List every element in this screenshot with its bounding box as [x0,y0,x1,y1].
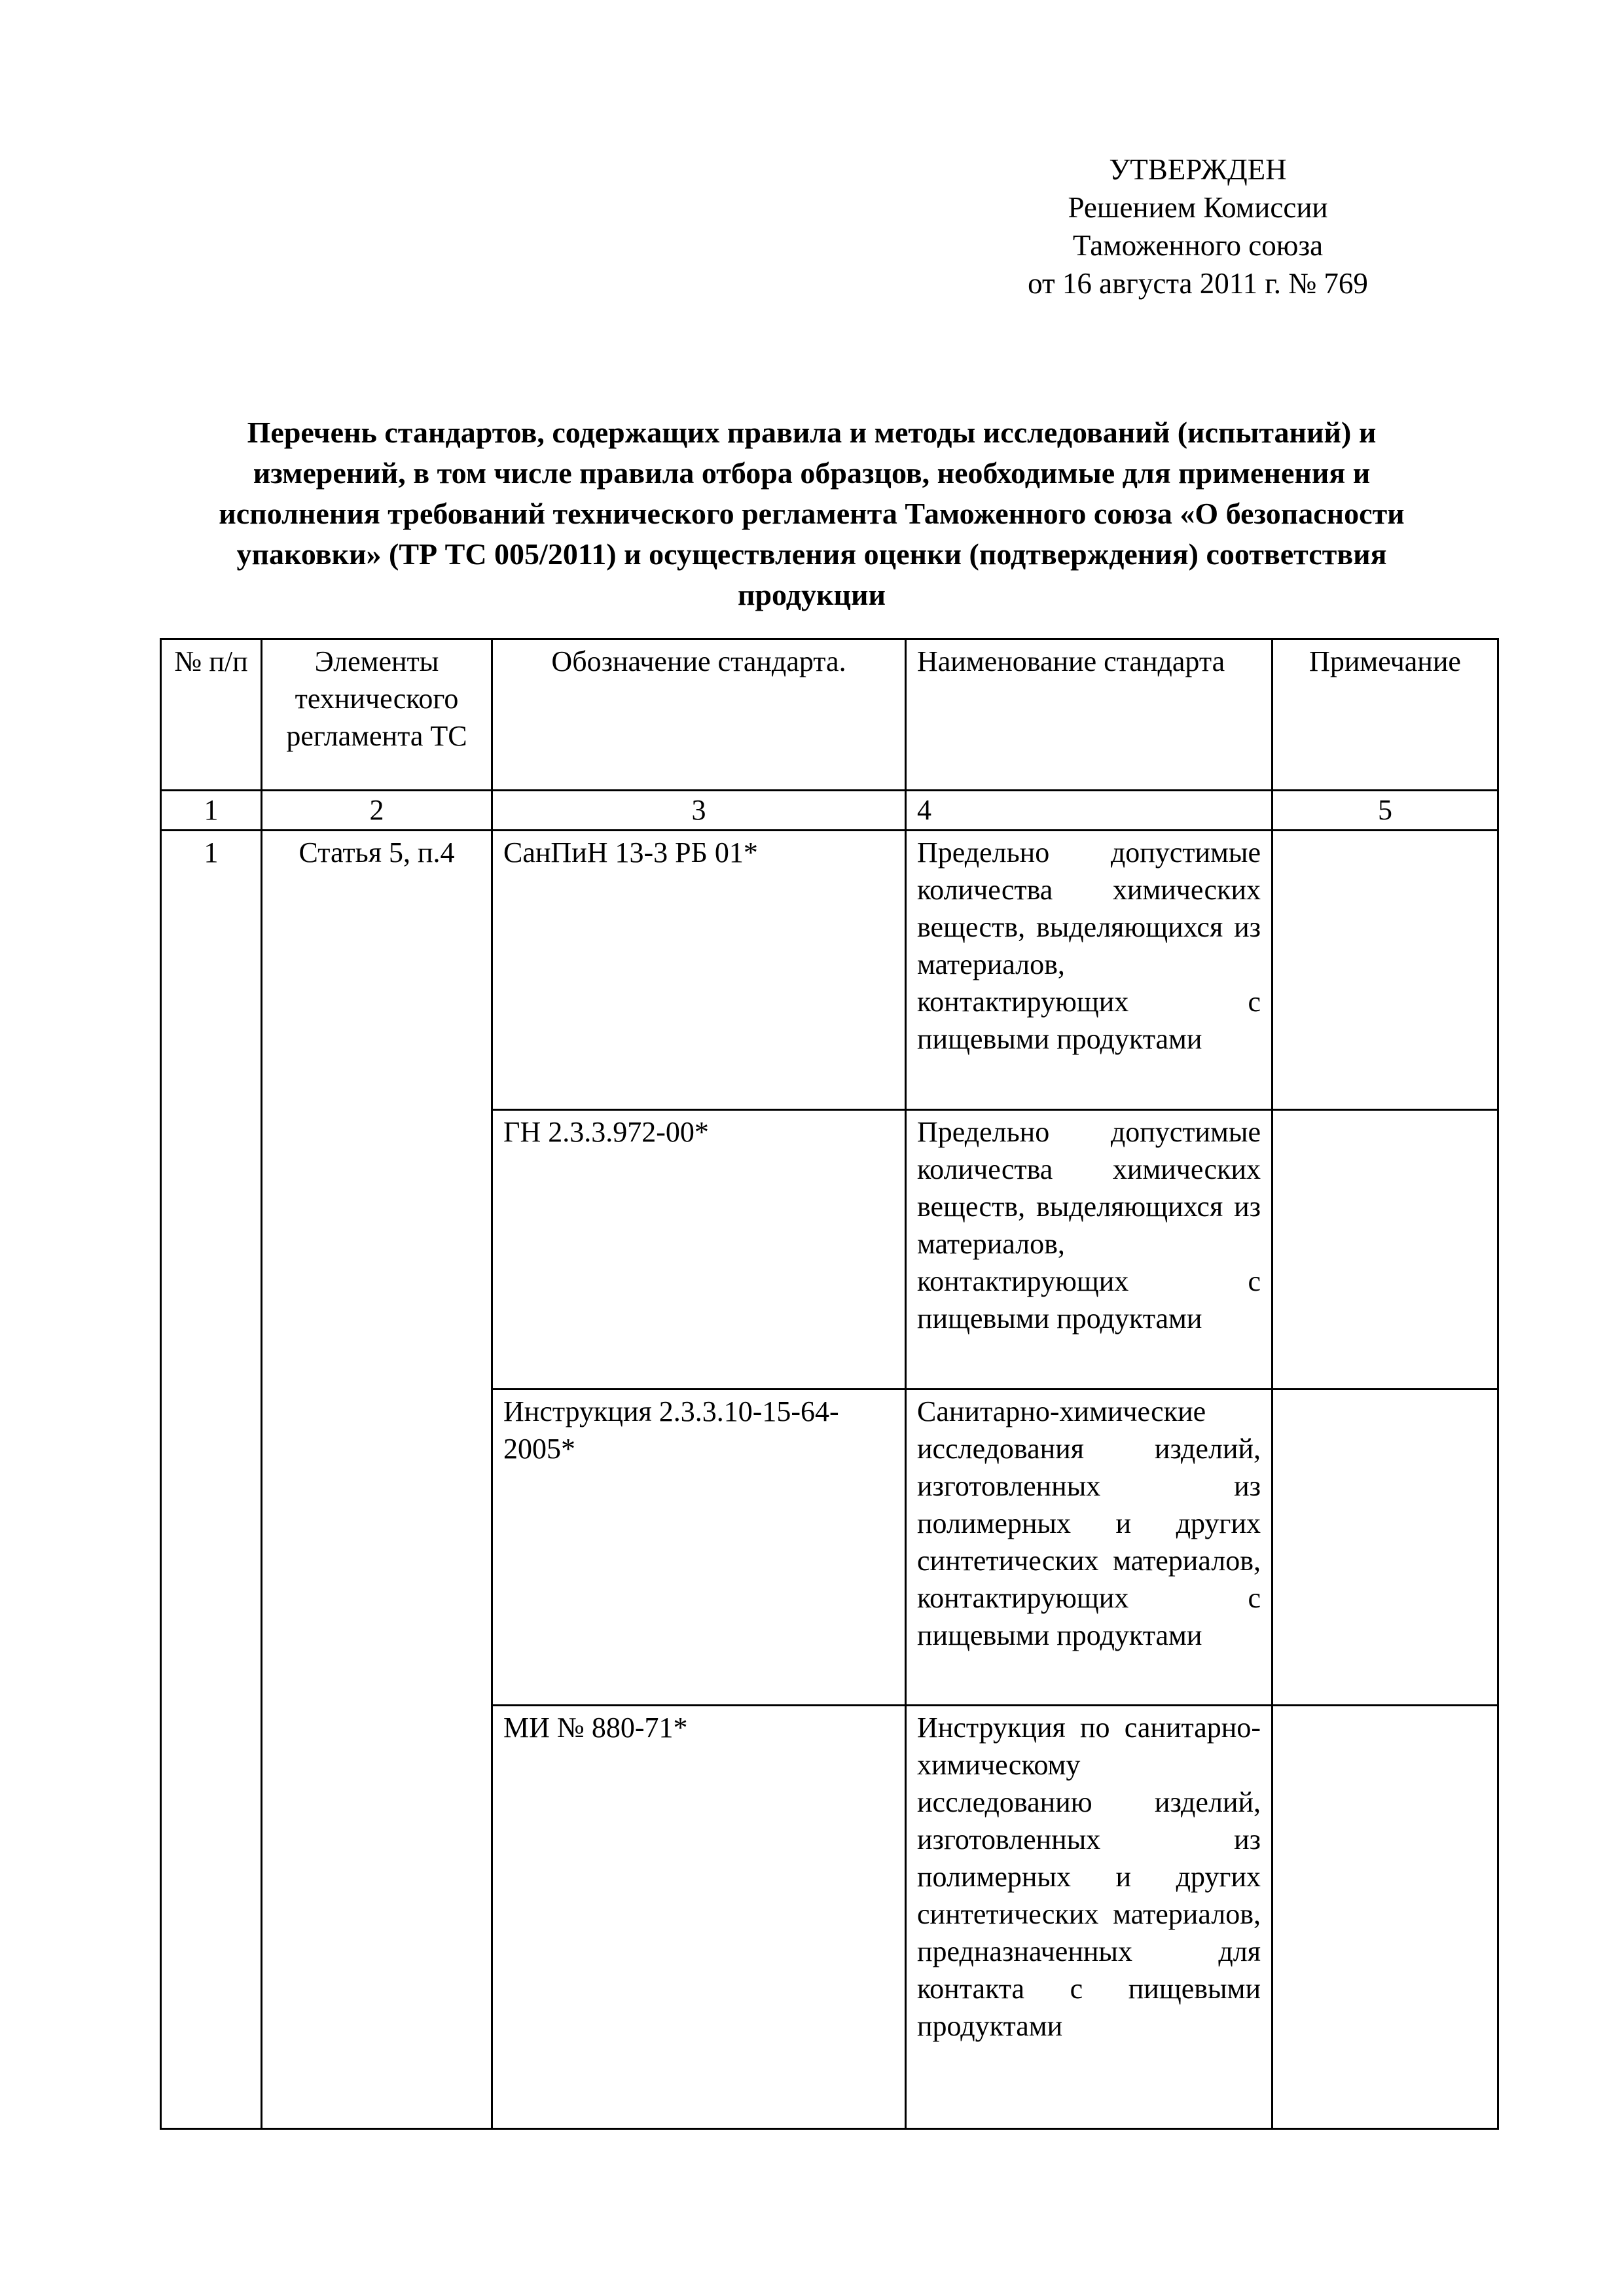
approval-date-number: от 16 августа 2011 г. № 769 [1028,267,1368,300]
column-number-row [161,791,1498,831]
column-number: 2 [262,791,492,831]
approval-block [969,151,1427,302]
header-note: Примечание [1272,639,1498,791]
title-line: продукции [737,578,886,611]
title-line: упаковки» (ТР ТС 005/2011) и осуществления оценки (подтверждения) соответствия [236,537,1387,571]
standard-designation: СанПиН 13-3 РБ 01* [492,831,906,1110]
standard-note [1272,1390,1498,1706]
standard-note [1272,1706,1498,2129]
standard-name: Предельно допустимые количества химических веществ, выделяющихся из материалов, контактирующих с пищевыми продуктами [906,1110,1272,1390]
approval-organization: Таможенного союза [1072,229,1324,262]
column-number: 1 [161,791,262,831]
header-designation: Обозначение стандарта. [492,639,906,791]
table-header-row [161,639,1498,791]
title-line: Перечень стандартов, содержащих правила и методы исследований (испытаний) и [247,416,1377,449]
column-number: 4 [906,791,1272,831]
header-num: № п/п [161,639,262,791]
header-name: Наименование стандарта [906,639,1272,791]
header-elements: Элементы технического регламента ТС [262,639,492,791]
standard-note [1272,831,1498,1110]
column-number: 3 [492,791,906,831]
standard-designation: ГН 2.3.3.972-00* [492,1110,906,1390]
standard-name: Инструкция по санитарно-химическому исследованию изделий, изготовленных из полимерных и других синтетических материалов, предназначенных для контакта с пищевыми продуктами [906,1706,1272,2129]
column-number: 5 [1272,791,1498,831]
table-row [161,831,1498,1110]
row-group-element: Статья 5, п.4 [262,831,492,2129]
approval-authority: Решением Комиссии [1068,191,1328,224]
standards-table [160,638,1499,2130]
document-title [164,412,1460,615]
title-line: измерений, в том числе правила отбора образцов, необходимые для применения и [253,456,1371,490]
title-line: исполнения требований технического регламента Таможенного союза «О безопасности [219,497,1405,530]
row-group-number: 1 [161,831,262,2129]
standard-designation: Инструкция 2.3.3.10-15-64-2005* [492,1390,906,1706]
approval-status: УТВЕРЖДЕН [1109,153,1287,186]
standard-name: Санитарно-химические исследования изделий, изготовленных из полимерных и других синтетических материалов, контактирующих с пищевыми продуктами [906,1390,1272,1706]
standard-name: Предельно допустимые количества химических веществ, выделяющихся из материалов, контактирующих с пищевыми продуктами [906,831,1272,1110]
standard-note [1272,1110,1498,1390]
standard-designation: МИ № 880-71* [492,1706,906,2129]
